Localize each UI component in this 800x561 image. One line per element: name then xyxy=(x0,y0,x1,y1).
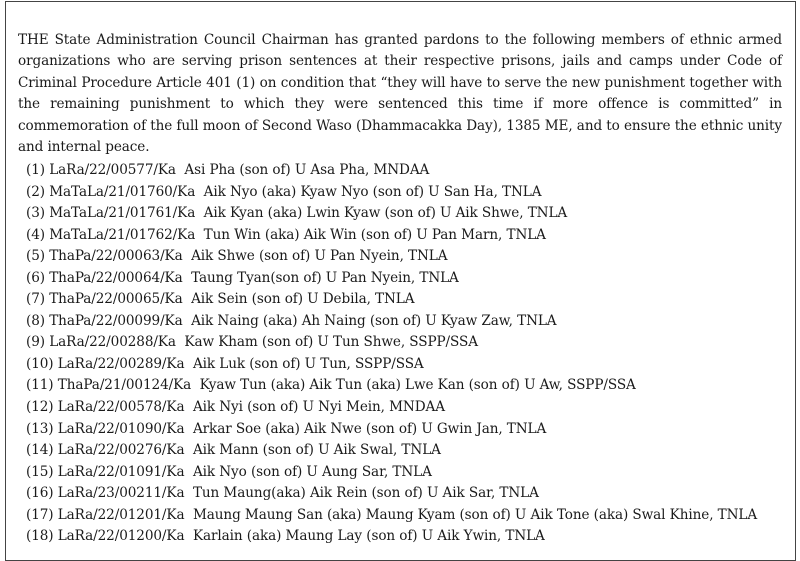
entry-number: (6) xyxy=(26,269,45,286)
person-name: Kaw Kham (son of) U Tun Shwe, SSPP/SSA xyxy=(184,334,478,351)
list-item xyxy=(26,268,757,290)
entry-number: (11) xyxy=(26,377,54,394)
pardon-list xyxy=(26,160,757,548)
case-number: ThaPa/22/00065/Ka xyxy=(49,291,183,308)
person-name: Karlain (aka) Maung Lay (son of) U Aik Ywin, TNLA xyxy=(192,528,545,545)
case-number: LaRa/22/01091/Ka xyxy=(57,463,185,480)
list-item xyxy=(26,182,757,204)
list-item xyxy=(26,483,757,505)
list-item xyxy=(26,505,757,527)
entry-number: (18) xyxy=(26,528,54,545)
list-item xyxy=(26,225,757,247)
case-number: LaRa/22/00577/Ka xyxy=(49,162,176,178)
case-number: ThaPa/22/00064/Ka xyxy=(49,269,183,286)
list-item xyxy=(26,289,757,311)
person-name: Aik Sein (son of) U Debila, TNLA xyxy=(191,291,415,308)
list-item xyxy=(26,332,757,354)
person-name: Arkar Soe (aka) Aik Nwe (son of) U Gwin Jan, TNLA xyxy=(192,420,547,437)
list-item xyxy=(26,462,757,484)
person-name: Aik Shwe (son of) U Pan Nyein, TNLA xyxy=(191,248,448,265)
entry-number: (9) xyxy=(26,334,45,351)
list-item xyxy=(26,160,757,182)
list-item xyxy=(26,246,757,268)
entry-number: (7) xyxy=(26,291,45,308)
list-item xyxy=(26,203,757,225)
case-number: MaTaLa/21/01761/Ka xyxy=(49,205,196,222)
announcement-paragraph: THE State Administration Council Chairman has granted pardons to the following members of ethnic armed organizations who are serving prison sentences at their respective prisons, jails and camps under Code of Criminal Procedure Article 401 (1) on condition that “they will have to serve the new punishment together with the remaining punishment to which they were sentenced this time if more offence is committed” in commemoration of the full moon of Second Waso (Dhammacakka Day), 1385 ME, and to ensure the ethnic unity and internal peace. xyxy=(18,32,782,156)
entry-number: (4) xyxy=(26,226,45,243)
case-number: ThaPa/22/00063/Ka xyxy=(49,248,183,265)
person-name: Aik Nyo (son of) U Aung Sar, TNLA xyxy=(192,463,432,480)
case-number: LaRa/22/00276/Ka xyxy=(57,442,185,459)
person-name: Taung Tyan(son of) U Pan Nyein, TNLA xyxy=(191,269,459,286)
entry-number: (1) xyxy=(26,162,45,178)
case-number: LaRa/23/00211/Ka xyxy=(57,485,185,502)
person-name: Aik Kyan (aka) Lwin Kyaw (son of) U Aik Shwe, TNLA xyxy=(203,205,568,222)
entry-number: (2) xyxy=(26,183,45,200)
entry-number: (12) xyxy=(26,399,54,416)
list-item xyxy=(26,440,757,462)
list-item xyxy=(26,397,757,419)
list-item xyxy=(26,311,757,333)
list-item xyxy=(26,354,757,376)
person-name: Aik Nyi (son of) U Nyi Mein, MNDAA xyxy=(192,399,445,416)
person-name: Aik Nyo (aka) Kyaw Nyo (son of) U San Ha, TNLA xyxy=(203,183,542,200)
person-name: Tun Maung(aka) Aik Rein (son of) U Aik Sar, TNLA xyxy=(192,485,539,502)
case-number: LaRa/22/00289/Ka xyxy=(57,355,185,372)
case-number: ThaPa/21/00124/Ka xyxy=(57,377,192,394)
person-name: Aik Luk (son of) U Tun, SSPP/SSA xyxy=(192,355,424,372)
person-name: Aik Naing (aka) Ah Naing (son of) U Kyaw Zaw, TNLA xyxy=(191,312,557,329)
entry-number: (14) xyxy=(26,442,54,459)
case-number: LaRa/22/00288/Ka xyxy=(49,334,176,351)
person-name: Tun Win (aka) Aik Win (son of) U Pan Marn, TNLA xyxy=(203,226,546,243)
person-name: Maung Maung San (aka) Maung Kyam (son of) U Aik Tone (aka) Swal Khine, TNLA xyxy=(192,506,758,523)
case-number: LaRa/22/01200/Ka xyxy=(57,528,185,545)
case-number: LaRa/22/01090/Ka xyxy=(57,420,185,437)
case-number: LaRa/22/01201/Ka xyxy=(57,506,185,523)
entry-number: (5) xyxy=(26,248,45,265)
person-name: Kyaw Tun (aka) Aik Tun (aka) Lwe Kan (son of) U Aw, SSPP/SSA xyxy=(199,377,636,394)
list-item xyxy=(26,526,757,548)
case-number: ThaPa/22/00099/Ka xyxy=(49,312,183,329)
entry-number: (8) xyxy=(26,312,45,329)
case-number: MaTaLa/21/01762/Ka xyxy=(49,226,196,243)
case-number: MaTaLa/21/01760/Ka xyxy=(49,183,196,200)
entry-number: (17) xyxy=(26,506,54,523)
person-name: Aik Mann (son of) U Aik Swal, TNLA xyxy=(192,442,441,459)
entry-number: (15) xyxy=(26,463,54,480)
entry-number: (16) xyxy=(26,485,54,502)
case-number: LaRa/22/00578/Ka xyxy=(57,399,185,416)
entry-number: (3) xyxy=(26,205,45,222)
entry-number: (13) xyxy=(26,420,54,437)
list-item xyxy=(26,419,757,441)
entry-number: (10) xyxy=(26,355,54,372)
person-name: Asi Pha (son of) U Asa Pha, MNDAA xyxy=(184,162,430,178)
list-item xyxy=(26,375,757,397)
